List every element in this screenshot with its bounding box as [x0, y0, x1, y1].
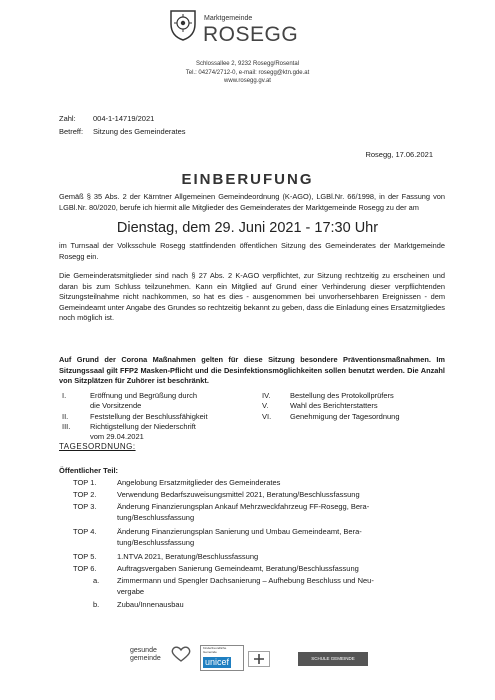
page-title: EINBERUFUNG	[181, 171, 314, 188]
top-number: TOP 4.	[73, 527, 97, 536]
procedure-number: II.	[62, 412, 69, 421]
procedure-text: Genehmigung der Tagesordnung	[290, 412, 400, 421]
procedure-number: I.	[62, 391, 67, 400]
subitem-text: Zubau/Innenausbau	[117, 600, 184, 609]
document-date: Rosegg, 17.06.2021	[365, 150, 433, 159]
gesunde-gemeinde-logo: gesunde gemeinde	[130, 647, 161, 662]
procedure-number: V.	[262, 401, 269, 410]
session-date: Dienstag, dem 29. Juni 2021 - 17:30 Uhr	[116, 220, 379, 236]
cross-emblem-icon	[248, 651, 270, 667]
obligation-paragraph: Die Gemeinderatsmitglieder sind nach § 27 Abs. 2 K-AGO verpflichtet, zur Sitzung rechtzeitig zu erscheinen und daran bis zum Schluss teilzunehmen. Kann ein Mitglied auf Grund einer Verhinderung dieser verpflichtenden Sitzungsteilnahme nicht nachkommen, so hat es dies - ausgenommen bei unvorhersehbaren Ereignissen - dem Gemeindeamt unter Angabe des Grundes so rechtzeitig bekannt zu geben, dass die Einladung eines Ersatzmitgliedes noch möglich ist.	[59, 271, 445, 322]
coat-of-arms-icon	[168, 8, 198, 42]
top-text: Änderung Finanzierungsplan Ankauf Mehrzweckfahrzeug FF-Rosegg, Bera-	[117, 502, 370, 511]
subitem-text: Zimmermann und Spengler Dachsanierung – Aufhebung Beschluss und Neu-	[117, 576, 374, 585]
procedure-text: Feststellung der Beschlussfähigkeit	[90, 412, 208, 421]
top-number: TOP 6.	[73, 564, 97, 573]
heart-icon	[170, 645, 192, 663]
website-line: www.rosegg.gv.at	[224, 78, 271, 85]
zahl-label: Zahl:	[59, 114, 76, 123]
betreff-label: Betreff:	[59, 127, 84, 136]
zahl-value: 004-1-14719/2021	[93, 114, 155, 123]
top-text: Verwendung Bedarfszuweisungsmittel 2021, Beratung/Beschlussfassung	[117, 490, 360, 499]
procedure-number: III.	[62, 422, 71, 431]
location-paragraph: im Turnsaal der Volksschule Rosegg stattfindenden öffentlichen Sitzung des Gemeinderates der Marktgemeinde Rosegg ein.	[59, 241, 445, 261]
logo-title: ROSEGG	[203, 23, 299, 46]
reference-number	[59, 114, 154, 123]
procedure-text: vom 29.04.2021	[90, 432, 144, 441]
procedure-number: VI.	[262, 412, 272, 421]
top-number: TOP 1.	[73, 478, 97, 487]
top-text: 1.NTVA 2021, Beratung/Beschlussfassung	[117, 552, 259, 561]
procedure-text: Wahl des Berichterstatters	[290, 401, 378, 410]
top-text: Angelobung Ersatzmitglieder des Gemeinderates	[117, 478, 281, 487]
top-number: TOP 2.	[73, 490, 97, 499]
procedure-text: Richtigstellung der Niederschrift	[90, 422, 196, 431]
procedure-text: Eröffnung und Begrüßung durch	[90, 391, 198, 400]
procedure-item-continued	[90, 432, 144, 443]
betreff-value: Sitzung des Gemeinderates	[93, 127, 186, 136]
top-text: Auftragsvergaben Sanierung Gemeindeamt, Beratung/Beschlussfassung	[117, 564, 359, 573]
subitem-letter: a.	[93, 576, 100, 585]
top-text: Änderung Finanzierungsplan Sanierung und Umbau Gemeindeamt, Bera-	[117, 527, 362, 536]
procedure-number: IV.	[262, 391, 271, 400]
top-number: TOP 3.	[73, 502, 97, 511]
subitem-letter: b.	[93, 600, 100, 609]
logo-subtitle: Marktgemeinde	[204, 15, 253, 22]
contact-line: Tel.: 04274/2712-0, e-mail: rosegg@ktn.gde.at	[185, 69, 310, 76]
agenda-title: TAGESORDNUNG:	[59, 442, 136, 451]
unicef-logo: Kinderfreundliche Gemeinde unicef	[200, 645, 244, 671]
top-text: tung/Beschlussfassung	[117, 513, 195, 522]
address-block	[160, 60, 335, 86]
procedure-text: Bestellung des Protokollprüfers	[290, 391, 394, 400]
top-text: tung/Beschlussfassung	[117, 538, 195, 547]
footer-logos	[130, 645, 360, 671]
subitem-text: vergabe	[117, 587, 145, 596]
procedure-text: die Vorsitzende	[90, 401, 142, 410]
subject-line	[59, 127, 186, 136]
address-line: Schlossallee 2, 9232 Rosegg/Rosental	[195, 61, 300, 67]
top-number: TOP 5.	[73, 552, 97, 561]
corona-notice: Auf Grund der Corona Maßnahmen gelten für diese Sitzung besondere Präventionsmaßnahmen. Im Sitzungssaal gilt FFP2 Masken-Pflicht und die Desinfektionsmöglichkeiten sollen benutzt werden. Die Anzahl von Sitzplätzen für Zuhörer ist beschränkt.	[59, 355, 445, 385]
school-community-logo: SCHULE GEMEINDE	[298, 652, 368, 666]
intro-paragraph: Gemäß § 35 Abs. 2 der Kärntner Allgemeinen Gemeindeordnung (K-AGO), LGBl.Nr. 66/1998, in der Fassung von LGBl.Nr. 80/2020, berufe ich hiermit alle Mitglieder des Gemeinderates der Marktgemeinde Rosegg zu der am	[59, 192, 445, 212]
municipality-logo	[168, 8, 328, 58]
public-part-heading: Öffentlicher Teil:	[59, 466, 119, 475]
procedure-item-continued	[90, 401, 141, 412]
